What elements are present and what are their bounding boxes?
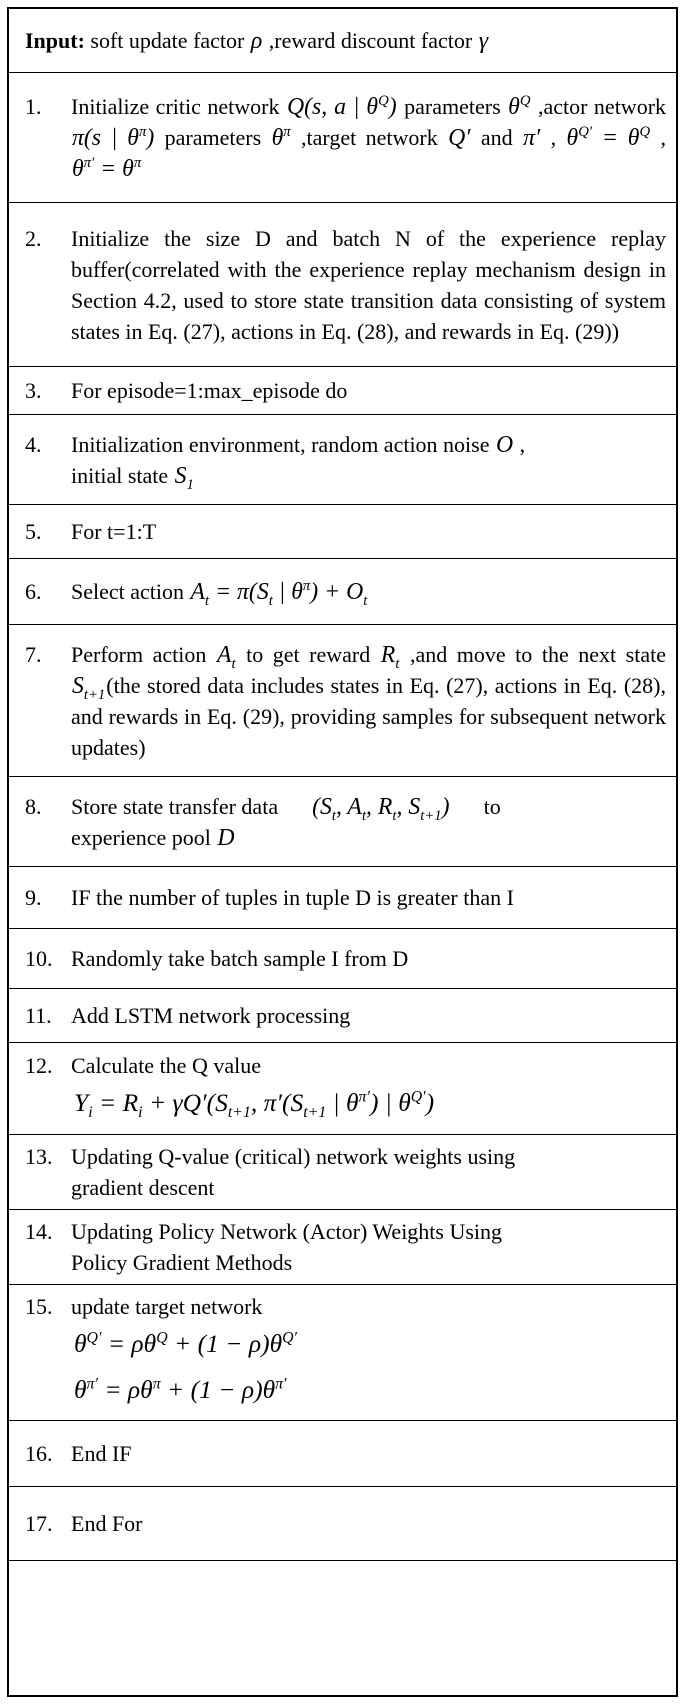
- row-content: [71, 1438, 666, 1469]
- text-line: [71, 1000, 666, 1031]
- text-line: [25, 25, 666, 56]
- text-segment: soft update factor: [84, 28, 250, 53]
- text-line: [71, 882, 666, 913]
- text-line: [71, 943, 666, 974]
- row-content: [71, 1141, 666, 1203]
- row-content: [71, 91, 666, 184]
- text-segment: [278, 794, 311, 819]
- text-segment: Initialize the size D and batch N of the experience replay buffer(correlated with the experience replay mechanism design in Section 4.2, used to store state transition data consisting of system states in Eq. (27), actions in Eq. (28), and rewards in Eq. (29)): [71, 225, 666, 344]
- text-line: [71, 429, 666, 460]
- text-segment: Randomly take batch sample I from D: [71, 946, 409, 971]
- algorithm-row: [9, 1043, 676, 1135]
- text-segment: to: [450, 793, 501, 819]
- text-segment: Initialize critic network: [71, 94, 286, 119]
- algorithm-row: [9, 73, 676, 203]
- algorithm-row: [9, 867, 676, 929]
- row-number: 10.: [25, 946, 53, 971]
- row-number: 12.: [25, 1053, 53, 1078]
- math-expression: $\theta^{Q'} = \theta^Q$: [566, 124, 651, 151]
- row-number: 13.: [25, 1144, 53, 1169]
- text-line: [71, 375, 666, 406]
- row-content: [71, 791, 666, 853]
- algorithm-row: [9, 1285, 676, 1421]
- algorithm-row: [9, 415, 676, 505]
- formula-line: [71, 1322, 666, 1368]
- text-segment: For t=1:T: [71, 519, 157, 544]
- algorithm-row: [9, 203, 676, 367]
- text-segment: End For: [71, 1511, 143, 1536]
- text-line: [71, 822, 666, 853]
- formula-line: [71, 1368, 666, 1414]
- row-content: [71, 1050, 666, 1127]
- row-content: [71, 1000, 666, 1031]
- row-content: [71, 576, 666, 607]
- row-number: 1.: [25, 94, 42, 119]
- row-number: 14.: [25, 1219, 53, 1244]
- algorithm-row: [9, 9, 676, 73]
- text-segment: ,: [651, 125, 667, 150]
- formula-line: [71, 1081, 666, 1127]
- text-segment: and: [471, 125, 523, 150]
- math-expression: O: [496, 431, 514, 458]
- text-line: [71, 223, 666, 347]
- text-segment: ,reward discount factor: [263, 28, 478, 53]
- text-segment: Store state transfer data: [71, 793, 279, 819]
- text-line: [71, 1050, 666, 1081]
- text-line: [71, 1172, 666, 1203]
- row-content: [9, 25, 666, 56]
- text-segment: ,: [514, 431, 526, 457]
- math-expression: $\theta^{\pi'} = \theta^\pi$: [72, 155, 142, 182]
- row-content: [71, 943, 666, 974]
- row-content: [71, 1291, 666, 1414]
- row-number: 2.: [25, 225, 42, 251]
- row-content: [71, 429, 666, 491]
- algorithm-row: [9, 1487, 676, 1561]
- text-line: [71, 1141, 666, 1172]
- text-segment: parameters: [397, 94, 508, 119]
- row-content: [71, 223, 666, 347]
- text-segment: ,: [541, 125, 566, 150]
- math-expression: $\theta^Q$: [508, 93, 531, 120]
- math-expression: $R_t$: [380, 641, 400, 672]
- text-segment: gradient descent: [71, 1175, 215, 1200]
- math-expression: ($S_t$, $A_t$, $R_t$, $S_{t+1}$): [312, 793, 450, 824]
- algorithm-table: [7, 7, 678, 1697]
- row-number: 5.: [25, 519, 42, 544]
- text-segment: Select action: [71, 579, 190, 604]
- row-content: [71, 1216, 666, 1278]
- math-expression: ρ: [250, 28, 263, 54]
- text-segment: Policy Gradient Methods: [71, 1250, 293, 1275]
- row-content: [71, 516, 666, 547]
- row-number: 9.: [25, 885, 42, 910]
- row-number: 16.: [25, 1441, 53, 1466]
- math-expression: γ: [478, 28, 489, 54]
- input-label: Input:: [25, 28, 85, 53]
- row-content: [71, 639, 666, 763]
- algorithm-row: [9, 367, 676, 415]
- math-expression: D: [217, 824, 235, 851]
- row-number: 8.: [25, 793, 42, 819]
- text-line: [71, 1216, 666, 1247]
- text-segment: Perform action: [71, 641, 216, 667]
- algorithm-row: [9, 1135, 676, 1210]
- row-number: 7.: [25, 641, 42, 667]
- math-expression: $Y_i = R_i + \gamma Q'(S_{t+1}$, $\pi'(S_{t+1}$ | $\theta^{\pi'}$) | $\theta^{Q'}$): [74, 1088, 435, 1122]
- text-segment: initial state: [71, 462, 174, 488]
- text-line: [71, 1438, 666, 1469]
- algorithm-row: [9, 505, 676, 559]
- math-expression: $\theta^{Q'} = \rho\theta^Q + (1 - \rho)\theta^{Q'}$: [74, 1329, 297, 1358]
- math-expression: $\theta^\pi$: [271, 124, 291, 151]
- text-line: [71, 791, 666, 822]
- algorithm-row: [9, 625, 676, 777]
- text-line: [71, 516, 666, 547]
- text-segment: Calculate the Q value: [71, 1053, 261, 1078]
- algorithm-row: [9, 1421, 676, 1487]
- math-expression: π′: [523, 125, 541, 151]
- row-content: [71, 882, 666, 913]
- algorithm-row: [9, 559, 676, 625]
- text-segment: ,and move to the next state: [400, 641, 666, 667]
- math-expression: $S_{t+1}$: [72, 672, 106, 703]
- text-segment: Add LSTM network processing: [71, 1003, 351, 1028]
- text-line: [71, 91, 666, 184]
- text-line: [71, 1247, 666, 1278]
- text-line: [71, 460, 666, 491]
- text-line: [71, 639, 666, 763]
- math-expression: $S_1$: [174, 462, 194, 493]
- text-segment: End IF: [71, 1441, 132, 1466]
- text-segment: update target network: [71, 1294, 263, 1319]
- text-segment: to get reward: [236, 641, 380, 667]
- math-expression: π(s | $\theta^\pi$): [72, 124, 155, 151]
- algorithm-row: [9, 989, 676, 1043]
- row-number: 3.: [25, 378, 42, 403]
- text-segment: experience pool: [71, 824, 217, 850]
- text-segment: Updating Policy Network (Actor) Weights Using: [71, 1219, 503, 1244]
- text-segment: (the stored data includes states in Eq. (27), actions in Eq. (28), and rewards in Eq. (29), providing samples for subsequent network updates): [71, 672, 666, 760]
- row-content: [71, 375, 666, 406]
- text-line: [71, 1291, 666, 1322]
- text-segment: Updating Q-value (critical) network weights using: [71, 1144, 516, 1169]
- text-segment: IF the number of tuples in tuple D is greater than I: [71, 885, 514, 910]
- math-expression: $\theta^{\pi'} = \rho\theta^\pi + (1 - \rho)\theta^{\pi'}$: [74, 1375, 287, 1404]
- row-content: [71, 1508, 666, 1539]
- row-number: 6.: [25, 579, 42, 604]
- math-expression: Q′: [448, 125, 471, 151]
- row-number: 17.: [25, 1511, 53, 1536]
- text-segment: parameters: [155, 125, 271, 150]
- row-number: 15.: [25, 1294, 53, 1319]
- row-number: 11.: [25, 1003, 52, 1028]
- math-expression: Q(s, a | $\theta^Q$): [286, 93, 397, 120]
- algorithm-row: [9, 1561, 676, 1695]
- algorithm-row: [9, 1210, 676, 1285]
- text-segment: Initialization environment, random action noise: [71, 431, 495, 457]
- row-number: 4.: [25, 431, 42, 457]
- text-segment: For episode=1:max_episode do: [71, 378, 348, 403]
- text-line: [71, 1508, 666, 1539]
- algorithm-row: [9, 777, 676, 867]
- text-line: [71, 576, 666, 607]
- math-expression: $A_t$: [216, 641, 236, 672]
- algorithm-row: [9, 929, 676, 989]
- text-segment: ,target network: [291, 125, 448, 150]
- math-expression: $A_t = \pi(S_t$ | $\theta^\pi) + O_t$: [190, 578, 368, 609]
- text-segment: ,actor network: [531, 94, 667, 119]
